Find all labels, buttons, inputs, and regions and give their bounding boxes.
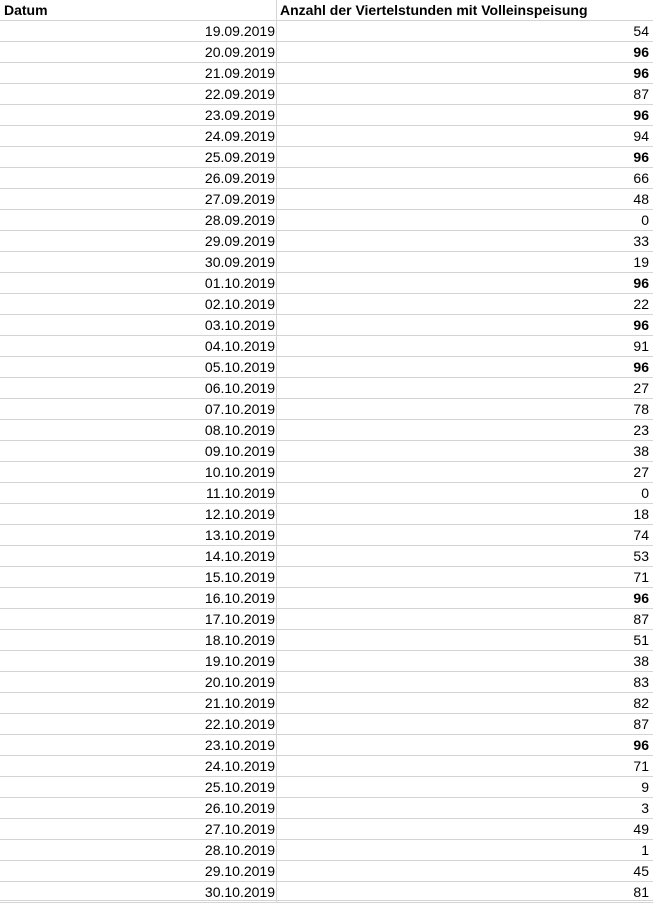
count-value: 83 <box>633 674 649 690</box>
count-value: 3 <box>641 800 649 816</box>
count-cell[interactable] <box>277 819 653 840</box>
count-value: 38 <box>633 653 649 669</box>
count-value: 45 <box>633 863 649 879</box>
date-value: 23.10.2019 <box>204 737 275 753</box>
count-cell[interactable] <box>277 420 653 441</box>
table-row <box>0 168 653 189</box>
date-value: 20.09.2019 <box>204 44 275 60</box>
table-row <box>0 777 653 798</box>
table-row <box>0 252 653 273</box>
date-value: 21.10.2019 <box>204 695 275 711</box>
date-value: 11.10.2019 <box>205 485 275 501</box>
date-cell[interactable] <box>0 483 277 504</box>
table-row <box>0 546 653 567</box>
date-cell[interactable] <box>0 336 277 357</box>
count-value: 87 <box>633 611 649 627</box>
date-value: 08.10.2019 <box>204 422 275 438</box>
count-value: 27 <box>633 464 649 480</box>
date-cell[interactable] <box>0 819 277 840</box>
date-value: 26.10.2019 <box>204 800 275 816</box>
date-cell[interactable] <box>0 105 277 126</box>
count-cell[interactable] <box>277 630 653 651</box>
date-cell[interactable] <box>0 126 277 147</box>
header-cell-date[interactable] <box>0 0 277 21</box>
count-cell[interactable] <box>277 441 653 462</box>
date-value: 01.10.2019 <box>204 275 275 291</box>
date-value: 30.09.2019 <box>204 254 275 270</box>
count-cell[interactable] <box>277 252 653 273</box>
date-value: 10.10.2019 <box>204 464 275 480</box>
date-cell[interactable] <box>0 420 277 441</box>
table-row <box>0 189 653 210</box>
date-value: 19.09.2019 <box>204 23 275 39</box>
date-cell[interactable] <box>0 840 277 861</box>
date-value: 16.10.2019 <box>204 590 275 606</box>
count-value: 18 <box>633 506 649 522</box>
date-cell[interactable] <box>0 546 277 567</box>
date-cell[interactable] <box>0 588 277 609</box>
date-value: 25.10.2019 <box>204 779 275 795</box>
count-value: 81 <box>633 884 649 900</box>
date-cell[interactable] <box>0 861 277 882</box>
table-row <box>0 147 653 168</box>
count-cell[interactable] <box>277 105 653 126</box>
table-row <box>0 42 653 63</box>
date-value: 15.10.2019 <box>204 569 275 585</box>
date-value: 24.10.2019 <box>204 758 275 774</box>
count-value: 1 <box>641 842 649 858</box>
count-cell[interactable] <box>277 504 653 525</box>
count-cell[interactable] <box>277 63 653 84</box>
count-cell[interactable] <box>277 693 653 714</box>
date-value: 28.10.2019 <box>204 842 275 858</box>
count-cell[interactable] <box>277 672 653 693</box>
table-bottom-border <box>0 900 653 901</box>
table-row <box>0 819 653 840</box>
date-value: 14.10.2019 <box>204 548 275 564</box>
count-value: 96 <box>633 65 649 81</box>
count-value: 91 <box>633 338 649 354</box>
date-value: 27.10.2019 <box>204 821 275 837</box>
count-cell[interactable] <box>277 84 653 105</box>
count-value: 87 <box>633 86 649 102</box>
count-cell[interactable] <box>277 273 653 294</box>
count-cell[interactable] <box>277 840 653 861</box>
table-row <box>0 210 653 231</box>
date-cell[interactable] <box>0 273 277 294</box>
count-cell[interactable] <box>277 609 653 630</box>
count-cell[interactable] <box>277 735 653 756</box>
date-cell[interactable] <box>0 84 277 105</box>
header-cell-count[interactable] <box>277 0 653 21</box>
table-row <box>0 483 653 504</box>
table-row <box>0 315 653 336</box>
date-value: 18.10.2019 <box>204 632 275 648</box>
date-cell[interactable] <box>0 651 277 672</box>
count-value: 66 <box>633 170 649 186</box>
date-cell[interactable] <box>0 462 277 483</box>
table-row <box>0 105 653 126</box>
count-value: 82 <box>633 695 649 711</box>
date-value: 04.10.2019 <box>204 338 275 354</box>
count-cell[interactable] <box>277 651 653 672</box>
date-cell[interactable] <box>0 168 277 189</box>
count-value: 51 <box>633 632 649 648</box>
header-date-label: Datum <box>4 2 48 18</box>
count-value: 74 <box>633 527 649 543</box>
count-cell[interactable] <box>277 42 653 63</box>
count-value: 96 <box>633 737 649 753</box>
table-row <box>0 357 653 378</box>
count-cell[interactable] <box>277 756 653 777</box>
count-cell[interactable] <box>277 189 653 210</box>
date-cell[interactable] <box>0 42 277 63</box>
date-cell[interactable] <box>0 630 277 651</box>
count-value: 19 <box>633 254 649 270</box>
count-cell[interactable] <box>277 399 653 420</box>
count-cell[interactable] <box>277 21 653 42</box>
count-value: 96 <box>633 275 649 291</box>
date-cell[interactable] <box>0 693 277 714</box>
count-value: 33 <box>633 233 649 249</box>
date-cell[interactable] <box>0 798 277 819</box>
table-row <box>0 378 653 399</box>
count-value: 71 <box>633 569 649 585</box>
table-row <box>0 609 653 630</box>
date-cell[interactable] <box>0 315 277 336</box>
count-value: 54 <box>633 23 649 39</box>
date-value: 07.10.2019 <box>204 401 275 417</box>
table-row <box>0 735 653 756</box>
count-value: 96 <box>633 107 649 123</box>
table-row <box>0 756 653 777</box>
count-value: 53 <box>633 548 649 564</box>
count-cell[interactable] <box>277 483 653 504</box>
table-row <box>0 462 653 483</box>
table-row <box>0 21 653 42</box>
date-cell[interactable] <box>0 357 277 378</box>
table-row <box>0 420 653 441</box>
table-row <box>0 84 653 105</box>
count-cell[interactable] <box>277 210 653 231</box>
date-value: 13.10.2019 <box>204 527 275 543</box>
table-row <box>0 840 653 861</box>
date-value: 23.09.2019 <box>204 107 275 123</box>
count-value: 78 <box>633 401 649 417</box>
table-row <box>0 798 653 819</box>
date-cell[interactable] <box>0 63 277 84</box>
date-value: 20.10.2019 <box>204 674 275 690</box>
date-cell[interactable] <box>0 609 277 630</box>
count-value: 96 <box>633 44 649 60</box>
count-cell[interactable] <box>277 294 653 315</box>
date-value: 30.10.2019 <box>204 884 275 900</box>
count-cell[interactable] <box>277 714 653 735</box>
count-cell[interactable] <box>277 231 653 252</box>
count-cell[interactable] <box>277 357 653 378</box>
date-cell[interactable] <box>0 21 277 42</box>
table-row <box>0 294 653 315</box>
date-value: 22.09.2019 <box>204 86 275 102</box>
count-cell[interactable] <box>277 567 653 588</box>
date-cell[interactable] <box>0 567 277 588</box>
date-cell[interactable] <box>0 504 277 525</box>
date-cell[interactable] <box>0 252 277 273</box>
date-cell[interactable] <box>0 756 277 777</box>
count-cell[interactable] <box>277 861 653 882</box>
table-row <box>0 651 653 672</box>
date-cell[interactable] <box>0 672 277 693</box>
table-row <box>0 399 653 420</box>
table-row <box>0 273 653 294</box>
count-value: 96 <box>633 317 649 333</box>
table-row <box>0 630 653 651</box>
date-value: 05.10.2019 <box>204 359 275 375</box>
count-cell[interactable] <box>277 588 653 609</box>
date-cell[interactable] <box>0 147 277 168</box>
date-cell[interactable] <box>0 441 277 462</box>
date-value: 06.10.2019 <box>204 380 275 396</box>
table-row <box>0 588 653 609</box>
date-value: 26.09.2019 <box>204 170 275 186</box>
table-row <box>0 525 653 546</box>
date-cell[interactable] <box>0 714 277 735</box>
count-cell[interactable] <box>277 378 653 399</box>
table-row <box>0 441 653 462</box>
count-value: 23 <box>633 422 649 438</box>
date-value: 19.10.2019 <box>204 653 275 669</box>
date-cell[interactable] <box>0 294 277 315</box>
count-value: 96 <box>633 149 649 165</box>
date-value: 09.10.2019 <box>204 443 275 459</box>
table-row <box>0 714 653 735</box>
date-cell[interactable] <box>0 735 277 756</box>
count-value: 48 <box>633 191 649 207</box>
date-cell[interactable] <box>0 231 277 252</box>
table-row <box>0 567 653 588</box>
table-row <box>0 861 653 882</box>
table-row <box>0 63 653 84</box>
count-cell[interactable] <box>277 315 653 336</box>
table-row <box>0 336 653 357</box>
date-cell[interactable] <box>0 210 277 231</box>
header-row <box>0 0 653 21</box>
count-value: 38 <box>633 443 649 459</box>
count-cell[interactable] <box>277 525 653 546</box>
date-cell[interactable] <box>0 378 277 399</box>
date-value: 24.09.2019 <box>204 128 275 144</box>
count-value: 96 <box>633 359 649 375</box>
count-cell[interactable] <box>277 126 653 147</box>
count-cell[interactable] <box>277 777 653 798</box>
count-value: 22 <box>633 296 649 312</box>
count-cell[interactable] <box>277 462 653 483</box>
date-value: 17.10.2019 <box>204 611 275 627</box>
date-value: 28.09.2019 <box>204 212 275 228</box>
table-row <box>0 231 653 252</box>
count-value: 94 <box>633 128 649 144</box>
table-row <box>0 126 653 147</box>
date-value: 22.10.2019 <box>204 716 275 732</box>
date-value: 29.09.2019 <box>204 233 275 249</box>
count-cell[interactable] <box>277 168 653 189</box>
count-value: 87 <box>633 716 649 732</box>
count-cell[interactable] <box>277 336 653 357</box>
date-cell[interactable] <box>0 399 277 420</box>
count-cell[interactable] <box>277 546 653 567</box>
count-value: 9 <box>641 779 649 795</box>
count-cell[interactable] <box>277 798 653 819</box>
date-value: 29.10.2019 <box>204 863 275 879</box>
date-value: 03.10.2019 <box>204 317 275 333</box>
table-row <box>0 693 653 714</box>
date-value: 12.10.2019 <box>204 506 275 522</box>
table-row <box>0 504 653 525</box>
count-value: 49 <box>633 821 649 837</box>
count-value: 96 <box>633 590 649 606</box>
date-value: 25.09.2019 <box>204 149 275 165</box>
header-count-label: Anzahl der Viertelstunden mit Volleinspeisung <box>280 2 588 18</box>
date-value: 27.09.2019 <box>204 191 275 207</box>
count-value: 27 <box>633 380 649 396</box>
date-cell[interactable] <box>0 189 277 210</box>
date-cell[interactable] <box>0 525 277 546</box>
date-value: 02.10.2019 <box>204 296 275 312</box>
date-value: 21.09.2019 <box>204 65 275 81</box>
date-cell[interactable] <box>0 777 277 798</box>
count-value: 0 <box>641 212 649 228</box>
count-value: 71 <box>633 758 649 774</box>
table-row <box>0 672 653 693</box>
count-value: 0 <box>641 485 649 501</box>
count-cell[interactable] <box>277 147 653 168</box>
